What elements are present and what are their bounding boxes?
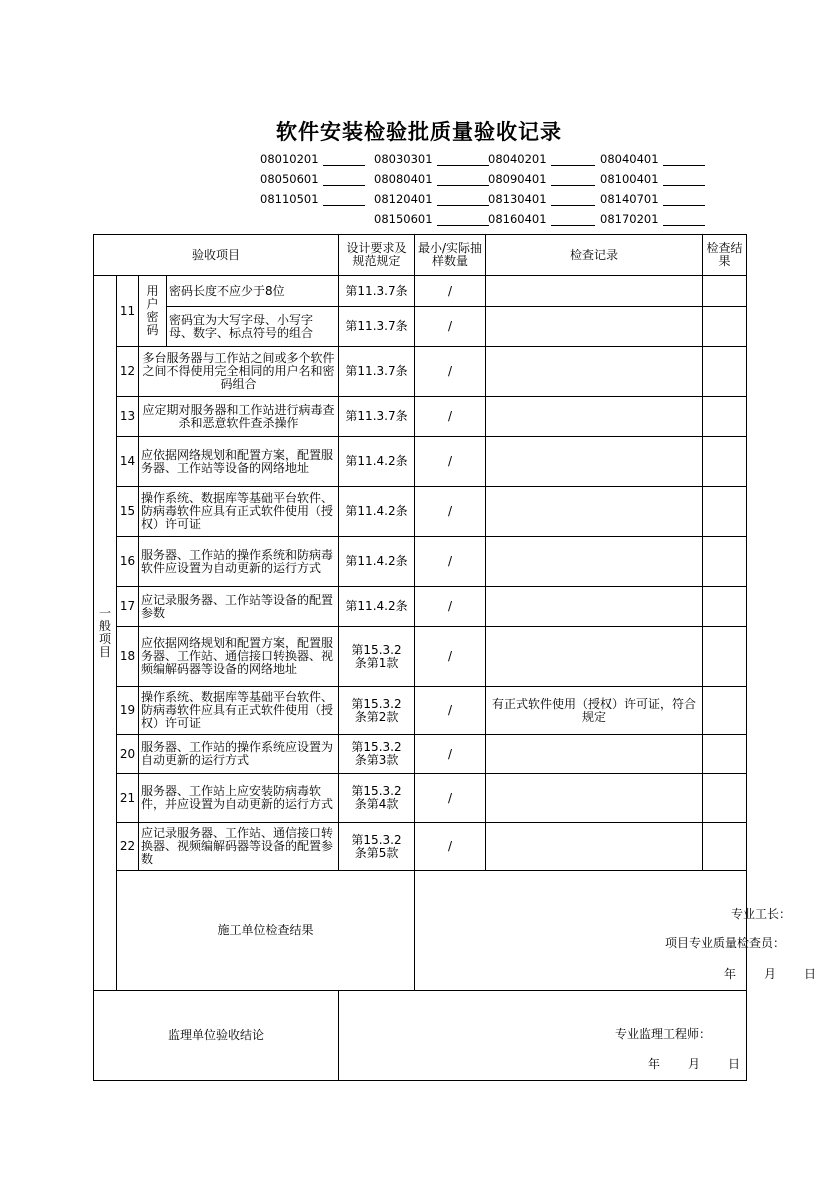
row-spec: 第15.3.2条第4款 xyxy=(339,774,415,823)
row-number: 12 xyxy=(117,347,139,397)
row-sample: / xyxy=(415,307,486,347)
row-sample: / xyxy=(415,823,486,871)
construction-row xyxy=(94,871,747,991)
code-item: 08050601 xyxy=(260,172,365,186)
row-description: 密码宜为大写字母、小写字母、数字、标点符号的组合 xyxy=(167,307,339,347)
row-description: 多台服务器与工作站之间或多个软件之间不得使用完全相同的用户名和密码组合 xyxy=(139,347,339,397)
header-row xyxy=(94,235,747,276)
row-sample: / xyxy=(415,347,486,397)
row-description: 密码长度不应少于8位 xyxy=(167,276,339,307)
header-sample: 最小/实际抽样数量 xyxy=(415,235,486,276)
table-row xyxy=(94,307,747,347)
table-row xyxy=(94,397,747,437)
row-record: 有正式软件使用（授权）许可证，符合规定 xyxy=(486,687,703,735)
date-year: 年 xyxy=(648,1057,661,1071)
row-record xyxy=(486,823,703,871)
row-sample: / xyxy=(415,735,486,774)
table-row xyxy=(94,437,747,487)
acceptance-table xyxy=(93,234,817,1081)
row-sample: / xyxy=(415,774,486,823)
table-row xyxy=(94,774,747,823)
row-description: 服务器、工作站的操作系统和防病毒软件应设置为自动更新的运行方式 xyxy=(139,537,339,587)
row-sample: / xyxy=(415,487,486,537)
row-description: 操作系统、数据库等基础平台软件、防病毒软件应具有正式软件使用（授权）许可证 xyxy=(139,687,339,735)
code-list xyxy=(258,150,708,230)
row-number: 15 xyxy=(117,487,139,537)
header-record: 检查记录 xyxy=(486,235,703,276)
row-number: 19 xyxy=(117,687,139,735)
row-record xyxy=(486,537,703,587)
construction-label: 施工单位检查结果 xyxy=(117,871,415,991)
table-row xyxy=(94,687,747,735)
row-result xyxy=(703,487,747,537)
row-result xyxy=(703,537,747,587)
code-item: 08080401 xyxy=(374,172,489,186)
row-spec: 第11.4.2条 xyxy=(339,537,415,587)
supervision-label: 监理单位验收结论 xyxy=(94,991,339,1081)
row-record xyxy=(486,587,703,627)
date-month: 月 xyxy=(688,1057,701,1071)
row-description: 应依据网络规划和配置方案，配置服务器、工作站等设备的网络地址 xyxy=(139,437,339,487)
row-result xyxy=(703,735,747,774)
engineer-label: 专业监理工程师： xyxy=(615,1027,712,1041)
row-description: 应依据网络规划和配置方案，配置服务器、工作站、通信接口转换器、视频编解码器等设备的网络地址 xyxy=(139,627,339,687)
row-result xyxy=(703,774,747,823)
construction-signature xyxy=(415,871,817,991)
date-year: 年 xyxy=(724,967,737,981)
row-record xyxy=(486,347,703,397)
row-result xyxy=(703,823,747,871)
row-description: 应定期对服务器和工作站进行病毒查杀和恶意软件查杀操作 xyxy=(139,397,339,437)
row-result xyxy=(703,276,747,307)
row-record xyxy=(486,276,703,307)
row-spec: 第11.3.7条 xyxy=(339,307,415,347)
code-row xyxy=(258,210,708,230)
code-item: 08150601 xyxy=(374,212,489,226)
supervision-row xyxy=(94,991,747,1081)
row-result xyxy=(703,627,747,687)
table-row xyxy=(94,587,747,627)
row-number: 22 xyxy=(117,823,139,871)
category-label: 一般项目 xyxy=(94,276,117,991)
row-result xyxy=(703,437,747,487)
row-spec: 第15.3.2条第2款 xyxy=(339,687,415,735)
code-item: 08130401 xyxy=(488,192,595,206)
row-number: 11 xyxy=(117,276,139,347)
row-record xyxy=(486,307,703,347)
table-row xyxy=(94,347,747,397)
code-item: 08090401 xyxy=(488,172,595,186)
row-sample: / xyxy=(415,537,486,587)
table-row xyxy=(94,276,747,307)
row-number: 17 xyxy=(117,587,139,627)
code-item: 08120401 xyxy=(374,192,489,206)
row-result xyxy=(703,587,747,627)
code-item: 08010201 xyxy=(260,152,365,166)
table-row xyxy=(94,487,747,537)
code-row xyxy=(258,170,708,190)
row-sample: / xyxy=(415,627,486,687)
row-number: 14 xyxy=(117,437,139,487)
code-item: 08100401 xyxy=(600,172,705,186)
code-item: 08040201 xyxy=(488,152,595,166)
row-description: 服务器、工作站上应安装防病毒软件，并应设置为自动更新的运行方式 xyxy=(139,774,339,823)
row-spec: 第11.3.7条 xyxy=(339,397,415,437)
header-result: 检查结果 xyxy=(703,235,747,276)
row-spec: 第11.3.7条 xyxy=(339,347,415,397)
row-sample: / xyxy=(415,587,486,627)
code-item: 08110501 xyxy=(260,192,365,206)
code-item: 08170201 xyxy=(600,212,705,226)
row-spec: 第15.3.2条第5款 xyxy=(339,823,415,871)
date-month: 月 xyxy=(764,967,777,981)
code-item: 08030301 xyxy=(374,152,489,166)
row-number: 21 xyxy=(117,774,139,823)
date-day: 日 xyxy=(728,1057,741,1071)
row-number: 20 xyxy=(117,735,139,774)
date-day: 日 xyxy=(804,967,817,981)
page-title: 软件安装检验批质量验收记录 xyxy=(276,120,562,144)
code-row xyxy=(258,190,708,210)
table-row xyxy=(94,823,747,871)
header-item: 验收项目 xyxy=(94,235,339,276)
row-record xyxy=(486,437,703,487)
row-result xyxy=(703,307,747,347)
code-row xyxy=(258,150,708,170)
row-sample: / xyxy=(415,276,486,307)
code-item: 08160401 xyxy=(488,212,595,226)
row-spec: 第11.4.2条 xyxy=(339,587,415,627)
row-sample: / xyxy=(415,437,486,487)
row-spec: 第11.4.2条 xyxy=(339,437,415,487)
row-record xyxy=(486,735,703,774)
row-sample: / xyxy=(415,397,486,437)
table-row xyxy=(94,627,747,687)
row-description: 应记录服务器、工作站等设备的配置参数 xyxy=(139,587,339,627)
row-sample: / xyxy=(415,687,486,735)
row-record xyxy=(486,774,703,823)
inspector-label: 项目专业质量检查员： xyxy=(665,936,786,950)
row-number: 16 xyxy=(117,537,139,587)
row-description: 操作系统、数据库等基础平台软件、防病毒软件应具有正式软件使用（授权）许可证 xyxy=(139,487,339,537)
row-record xyxy=(486,487,703,537)
row-spec: 第15.3.2条第3款 xyxy=(339,735,415,774)
row-spec: 第11.3.7条 xyxy=(339,276,415,307)
supervision-signature xyxy=(339,991,747,1081)
row-spec: 第11.4.2条 xyxy=(339,487,415,537)
row-description: 应记录服务器、工作站、通信接口转换器、视频编解码器等设备的配置参数 xyxy=(139,823,339,871)
code-item: 08140701 xyxy=(600,192,705,206)
row-result xyxy=(703,347,747,397)
code-item: 08040401 xyxy=(600,152,705,166)
row-number: 13 xyxy=(117,397,139,437)
row-number: 18 xyxy=(117,627,139,687)
row-result xyxy=(703,687,747,735)
table-row xyxy=(94,735,747,774)
row-record xyxy=(486,397,703,437)
row-description: 服务器、工作站的操作系统应设置为自动更新的运行方式 xyxy=(139,735,339,774)
row-record xyxy=(486,627,703,687)
row-spec: 第15.3.2条第1款 xyxy=(339,627,415,687)
header-spec: 设计要求及规范规定 xyxy=(339,235,415,276)
group-label: 用户密码 xyxy=(139,276,167,347)
table-row xyxy=(94,537,747,587)
foreman-label: 专业工长： xyxy=(731,907,792,921)
row-result xyxy=(703,397,747,437)
